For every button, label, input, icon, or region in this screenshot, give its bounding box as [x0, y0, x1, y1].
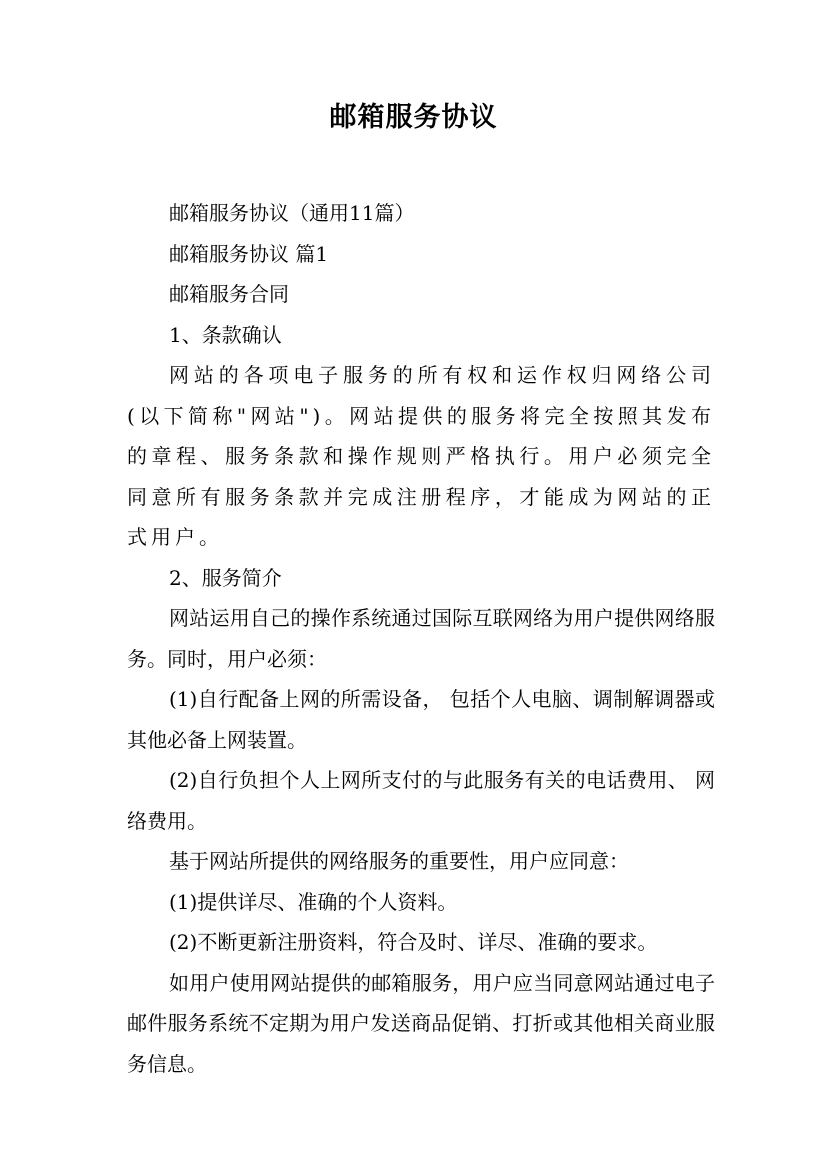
paragraph-clause-1-heading: 1、条款确认 — [169, 322, 282, 347]
document-title: 邮箱服务协议 — [329, 102, 498, 133]
paragraph-subtitle: 邮箱服务协议（通用11篇） — [169, 201, 415, 225]
paragraph-agreement-2: (2)不断更新注册资料，符合及时、详尽、准确的要求。 — [169, 930, 658, 954]
paragraph-ownership: 网站的各项电子服务的所有权和运作权归网络公司(以下简称"网站")。网站提供的服务将完全按照其发布的章程、服务条款和操作规则严格执行。用户必须完全同意所有服务条款并完成注册程序，才能成为网站的正式用户。 — [127, 363, 715, 549]
paragraph-requirement-2: (2)自行负担个人上网所支付的与此服务有关的电话费用、 网络费用。 — [127, 768, 715, 833]
paragraph-agreement-intro: 基于网站所提供的网络服务的重要性，用户应同意： — [169, 849, 629, 873]
paragraph-section-heading: 邮箱服务协议 篇1 — [169, 241, 329, 266]
paragraph-service-intro: 网站运用自己的操作系统通过国际互联网络为用户提供网络服务。同时，用户必须： — [127, 606, 715, 671]
paragraph-contract-heading: 邮箱服务合同 — [169, 282, 289, 306]
paragraph-email-notice: 如用户使用网站提供的邮箱服务，用户应当同意网站通过电子邮件服务系统不定期为用户发送商品促销、打折或其他相关商业服务信息。 — [127, 970, 715, 1076]
paragraph-clause-2-heading: 2、服务简介 — [169, 565, 282, 590]
paragraph-requirement-1: (1)自行配备上网的所需设备， 包括个人电脑、调制解调器或其他必备上网装置。 — [127, 687, 715, 752]
paragraph-agreement-1: (1)提供详尽、准确的个人资料。 — [169, 889, 458, 914]
document-body — [127, 193, 715, 1084]
